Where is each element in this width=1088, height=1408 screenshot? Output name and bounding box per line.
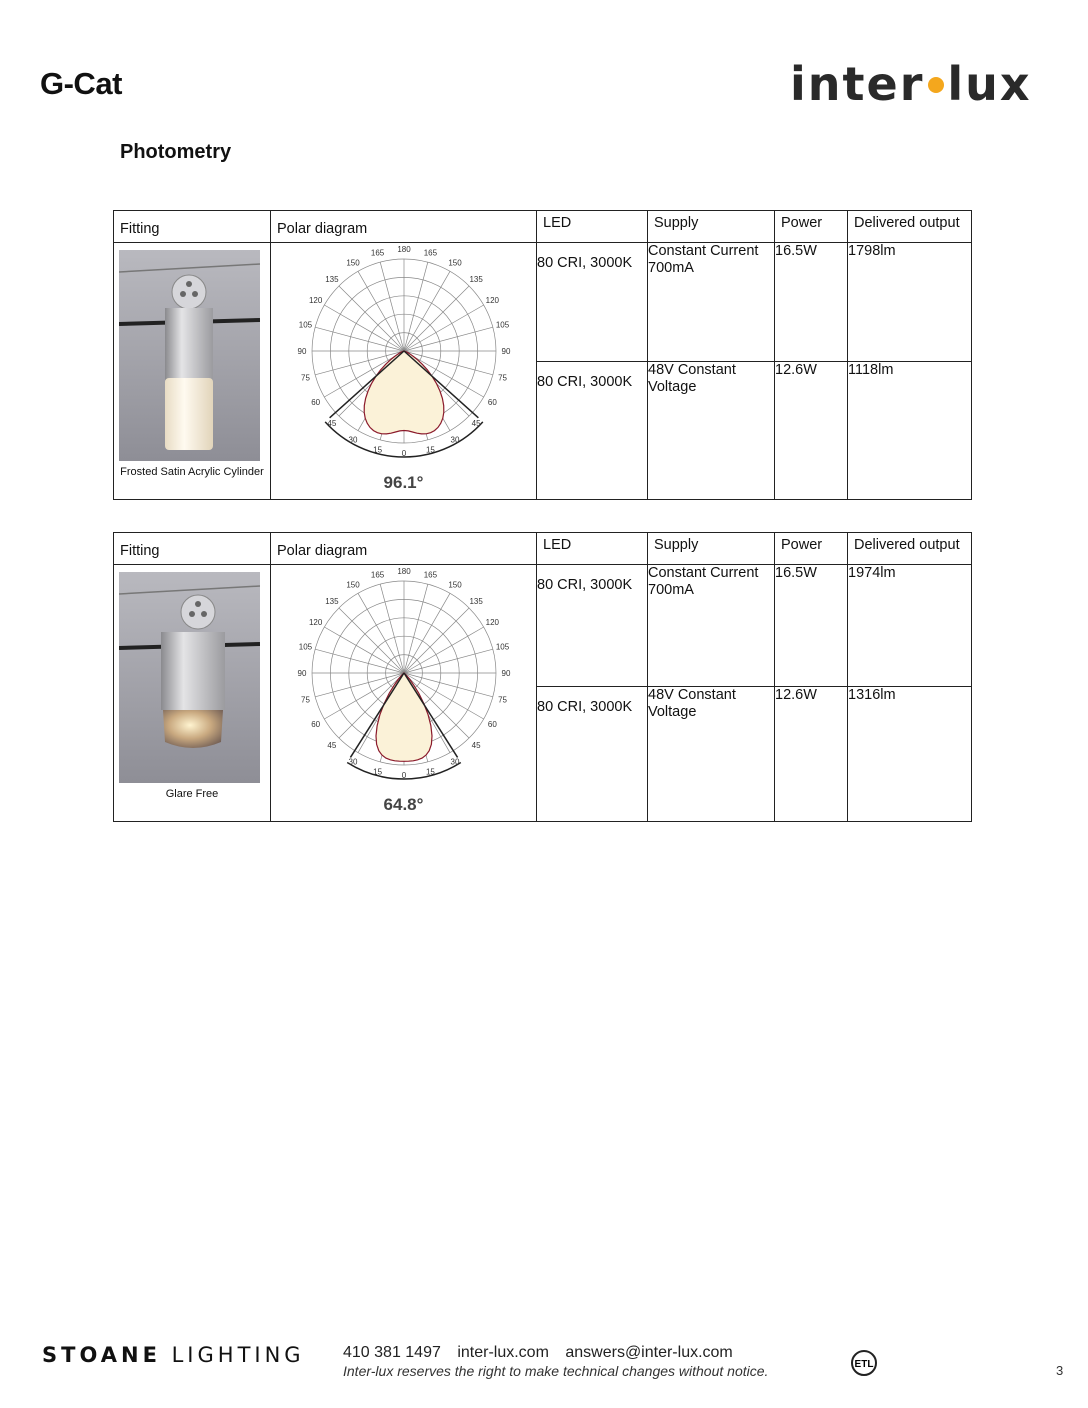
section-heading: Photometry [120,141,232,163]
polar-tick-label: 0 [401,771,406,780]
col-led: LED [543,537,572,553]
polar-tick-label: 120 [485,296,499,305]
polar-tick-label: 45 [326,419,336,429]
output-cell: 1974lm [848,565,972,687]
supply-cell: Constant Current 700mA [648,243,775,362]
table-header-row [114,211,972,243]
polar-tick-label: 135 [468,596,483,606]
table-header-row [114,533,972,565]
output-cell: 1798lm [848,243,972,362]
output-cell: 1316lm [848,687,972,822]
polar-tick-label: 150 [447,580,462,590]
intensity-curve [376,673,432,761]
phone-number: 410 381 1497 [343,1344,441,1361]
polar-tick-label: 120 [308,296,322,305]
email-link[interactable]: answers@inter-lux.com [565,1344,733,1361]
polar-tick-label: 105 [495,642,509,652]
logo-dot-icon [928,77,944,93]
col-power: Power [781,215,823,231]
polar-tick-label: 15 [425,445,435,455]
led-cell: 80 CRI, 3000K [537,362,648,500]
col-led: LED [543,215,572,231]
power-cell: 16.5W [775,565,848,687]
polar-tick-label: 105 [298,320,312,330]
polar-tick-label: 75 [300,695,310,705]
fitting-cell [114,243,271,500]
polar-diagram-cell [271,565,537,822]
polar-tick-label: 165 [370,248,384,258]
polar-tick-label: 90 [501,669,510,678]
photometry-table-1 [113,210,972,500]
col-supply: Supply [654,537,699,553]
col-polar: Polar diagram [277,221,368,237]
interlux-logo [790,54,1032,114]
intensity-curve [364,351,444,434]
supply-cell: 48V Constant Voltage [648,687,775,822]
website-link[interactable]: inter-lux.com [457,1344,549,1361]
polar-tick-label: 75 [497,373,507,383]
page-number: 3 [1056,1363,1064,1378]
polar-tick-label: 90 [297,347,306,356]
polar-tick-label: 45 [471,419,481,429]
polar-tick-label: 60 [487,720,497,729]
disclaimer: Inter-lux reserves the right to make technical changes without notice. [343,1363,769,1379]
polar-tick-label: 15 [425,767,435,777]
polar-tick-label: 120 [485,618,499,627]
fitting-cell [114,565,271,822]
power-cell: 12.6W [775,687,848,822]
polar-tick-label: 75 [300,373,310,383]
polar-tick-label: 30 [348,435,357,445]
polar-tick-label: 60 [487,398,497,407]
logo-text-right: lux [947,57,1032,111]
polar-tick-label: 180 [396,567,411,576]
polar-tick-label: 165 [423,570,437,580]
polar-tick-label: 30 [450,757,459,767]
polar-tick-label: 150 [345,258,360,268]
table-row [114,565,972,687]
polar-tick-label: 0 [401,449,406,458]
polar-tick-label: 105 [495,320,509,330]
beam-angle-label: 96.1° [383,473,424,492]
footer-contact [343,1344,745,1362]
polar-diagram-wide [272,243,536,475]
polar-tick-label: 150 [345,580,360,590]
led-cell: 80 CRI, 3000K [537,565,648,687]
col-output: Delivered output [854,537,960,553]
supply-cell: Constant Current 700mA [648,565,775,687]
led-cell: 80 CRI, 3000K [537,687,648,822]
brand-light: LIGHTING [171,1343,305,1367]
led-cell: 80 CRI, 3000K [537,243,648,362]
fitting-photo-glare-free [119,572,260,783]
fitting-caption: Frosted Satin Acrylic Cylinder [120,466,264,478]
polar-tick-label: 150 [447,258,462,268]
fitting-photo-frosted [119,250,260,461]
polar-tick-label: 180 [396,245,411,254]
beam-angle-label: 64.8° [383,795,424,814]
polar-tick-label: 30 [348,757,357,767]
polar-tick-label: 135 [468,274,483,284]
stoane-lighting-logo [42,1343,305,1367]
col-output: Delivered output [854,215,960,231]
polar-diagram-narrow [272,565,536,797]
brand-bold: STOANE [42,1343,161,1367]
etl-certification-icon [846,1348,886,1383]
output-cell: 1118lm [848,362,972,500]
col-fitting: Fitting [120,543,160,559]
power-cell: 16.5W [775,243,848,362]
col-supply: Supply [654,215,699,231]
polar-tick-label: 165 [370,570,384,580]
page-title: G-Cat [40,66,122,101]
col-polar: Polar diagram [277,543,368,559]
fitting-caption: Glare Free [165,788,219,800]
polar-tick-label: 90 [501,347,510,356]
polar-tick-label: 15 [372,445,382,455]
table-row [114,243,972,362]
col-power: Power [781,537,823,553]
polar-tick-label: 120 [308,618,322,627]
polar-tick-label: 45 [326,741,336,751]
etl-mark-text: ETL [854,1359,874,1370]
polar-tick-label: 75 [497,695,507,705]
polar-tick-label: 45 [471,741,481,751]
polar-tick-label: 135 [324,596,339,606]
polar-tick-label: 105 [298,642,312,652]
polar-tick-label: 165 [423,248,437,258]
polar-diagram-cell [271,243,537,500]
polar-tick-label: 90 [297,669,306,678]
logo-text-left: inter [790,57,925,111]
polar-tick-label: 30 [450,435,459,445]
photometry-table-2 [113,532,972,822]
polar-tick-label: 60 [310,398,320,407]
col-fitting: Fitting [120,221,160,237]
supply-cell: 48V Constant Voltage [648,362,775,500]
polar-tick-label: 60 [310,720,320,729]
polar-tick-label: 15 [372,767,382,777]
power-cell: 12.6W [775,362,848,500]
polar-tick-label: 135 [324,274,339,284]
